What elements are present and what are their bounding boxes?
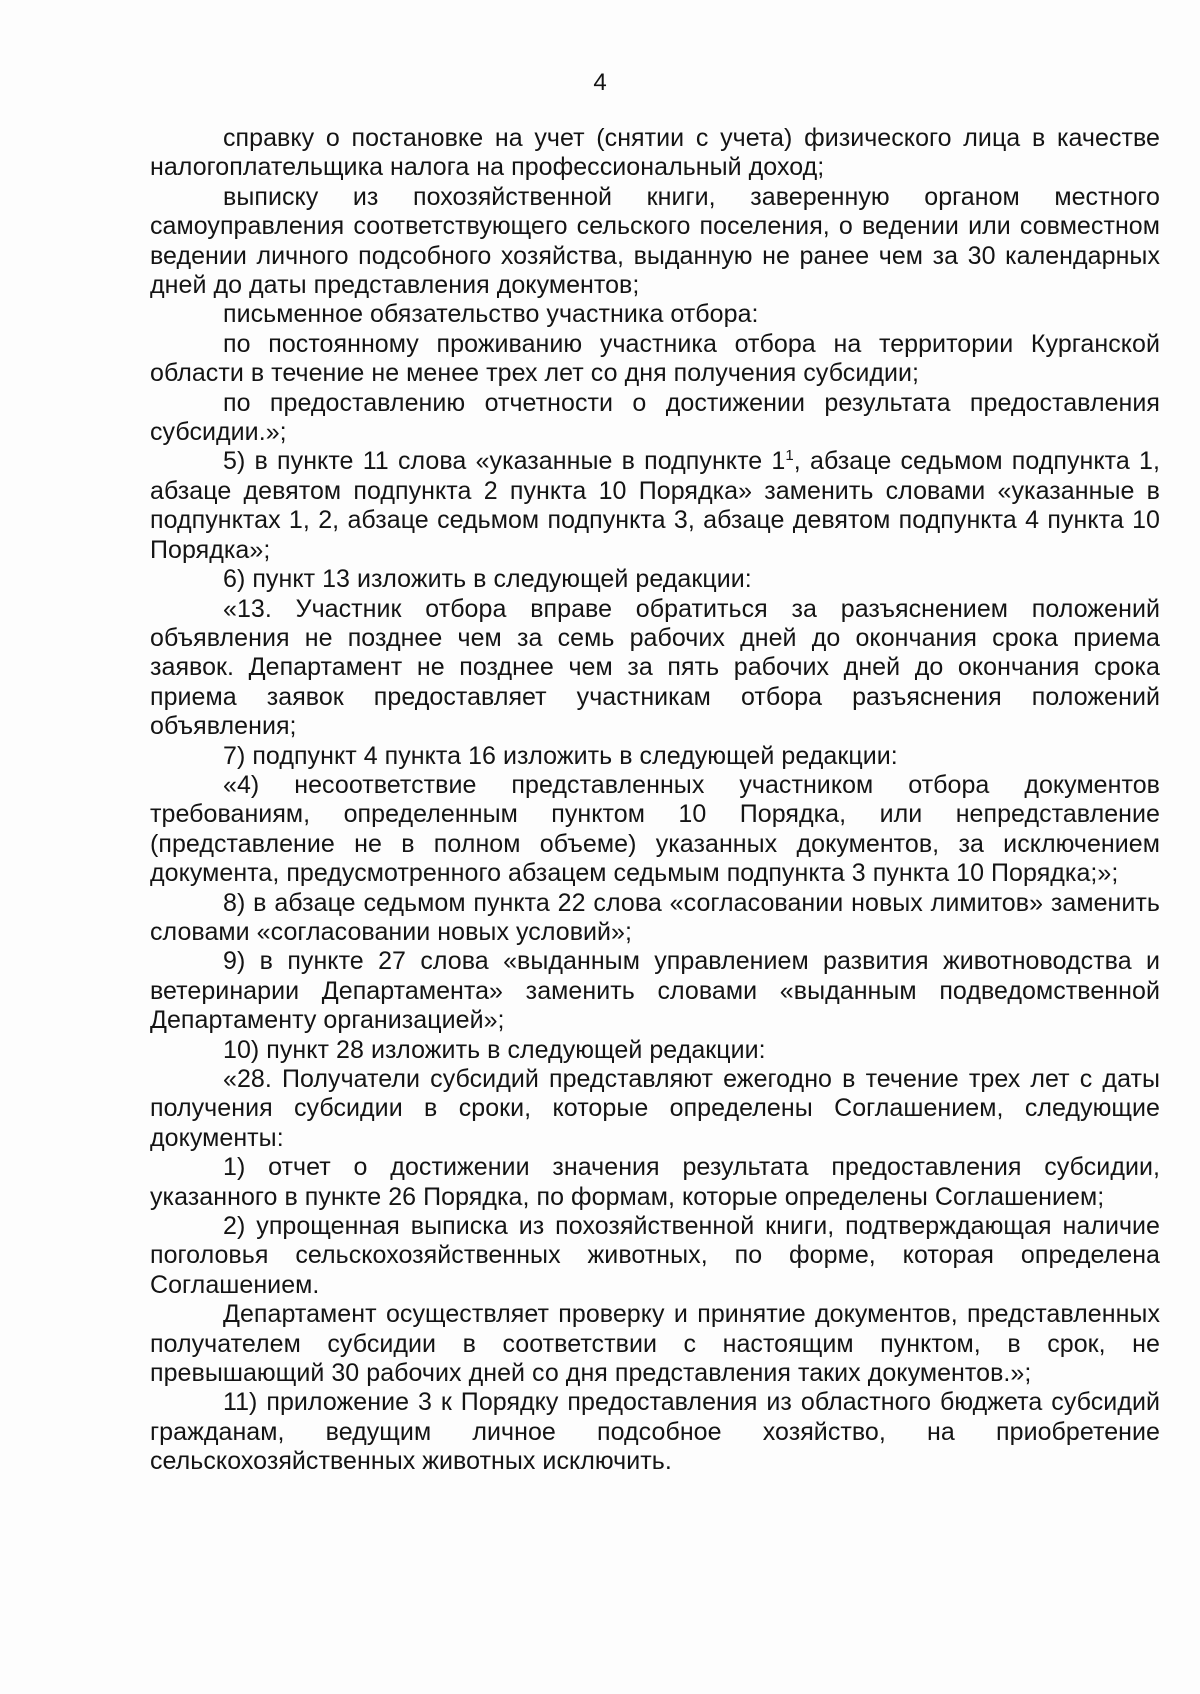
paragraph-item-28-report: 1) отчет о достижении значения результата предоставления субсидии, указанного в пункте 26 Порядка, по формам, которые определены Соглашением;: [150, 1153, 1160, 1211]
paragraph-item-28-extract: 2) упрощенная выписка из похозяйственной книги, подтверждающая наличие поголовья сельскохозяйственных животных, по форме, которая определена Соглашением.: [150, 1212, 1160, 1299]
paragraph-amendment-10: 10) пункт 28 изложить в следующей редакции:: [223, 1035, 766, 1064]
paragraph-item-28: «28. Получатели субсидий представляют ежегодно в течение трех лет с даты получения субсидии в сроки, которые определены Соглашением, следующие документы:: [150, 1065, 1160, 1152]
paragraph-amendment-11: 11) приложение 3 к Порядку предоставления из областного бюджета субсидий гражданам, ведущим личное подсобное хозяйство, на приобретение сельскохозяйственных животных исключить.: [150, 1388, 1160, 1476]
paragraph-amendment-5: [150, 447, 1160, 565]
amendment-5-text-end: , абзаце седьмом подпункта 1, абзаце девятом подпункта 2 пункта 10 Порядка» заменить словами «указанные в подпунктах 1, 2, абзаце седьмом подпункта 3, абзаце девятом подпункта 4 пункта 10 Порядка»;: [150, 447, 1160, 564]
paragraph-subitem-4: «4) несоответствие представленных участником отбора документов требованиям, определенным пунктом 10 Порядка, или непредставление (представление не в полном объеме) указанных документов, за исключением документа, предусмотренного абзацем седьмым подпункта 3 пункта 10 Порядка;»;: [150, 770, 1160, 888]
paragraph-amendment-9: 9) в пункте 27 слова «выданным управлением развития животноводства и ветеринарии Департамента» заменить словами «выданным подведомственной Департаменту организацией»;: [150, 947, 1160, 1035]
paragraph-department-review: Департамент осуществляет проверку и принятие документов, представленных получателем субсидии в соответствии с настоящим пунктом, в срок, не превышающий 30 рабочих дней со дня представления таких документов.»;: [150, 1300, 1160, 1388]
paragraph-household-book-extract: выписку из похозяйственной книги, заверенную органом местного самоуправления соответствующего сельского поселения, о ведении или совместном ведении личного подсобного хозяйства, выданную не ранее чем за 30 календарных дней до даты представления документов;: [150, 182, 1160, 300]
paragraph-obligation-reporting: по предоставлению отчетности о достижении результата предоставления субсидии.»;: [150, 388, 1160, 447]
paragraph-obligation-residence: по постоянному проживанию участника отбора на территории Курганской области в течение не менее трех лет со дня получения субсидии;: [150, 329, 1160, 388]
paragraph-amendment-6: 6) пункт 13 изложить в следующей редакции:: [223, 565, 752, 594]
amendment-5-superscript: 1: [785, 447, 794, 465]
paragraph-item-13: «13. Участник отбора вправе обратиться за разъяснением положений объявления не позднее чем за семь рабочих дней до окончания срока приема заявок. Департамент не позднее чем за пять рабочих дней до окончания срока приема заявок предоставляет участникам отбора разъяснения положений объявления;: [150, 594, 1160, 741]
amendment-5-text-start: 5) в пункте 11 слова «указанные в подпункте 1: [223, 447, 786, 476]
document-body: [150, 124, 1160, 1477]
paragraph-written-obligation: письменное обязательство участника отбора:: [223, 300, 759, 329]
paragraph-income-tax-certificate: справку о постановке на учет (снятии с учета) физического лица в качестве налогоплательщика налога на профессиональный доход;: [150, 124, 1160, 182]
page-number: 4: [593, 69, 607, 96]
paragraph-amendment-7: 7) подпункт 4 пункта 16 изложить в следующей редакции:: [223, 741, 898, 770]
paragraph-amendment-8: 8) в абзаце седьмом пункта 22 слова «согласовании новых лимитов» заменить словами «согласовании новых условий»;: [150, 888, 1160, 946]
